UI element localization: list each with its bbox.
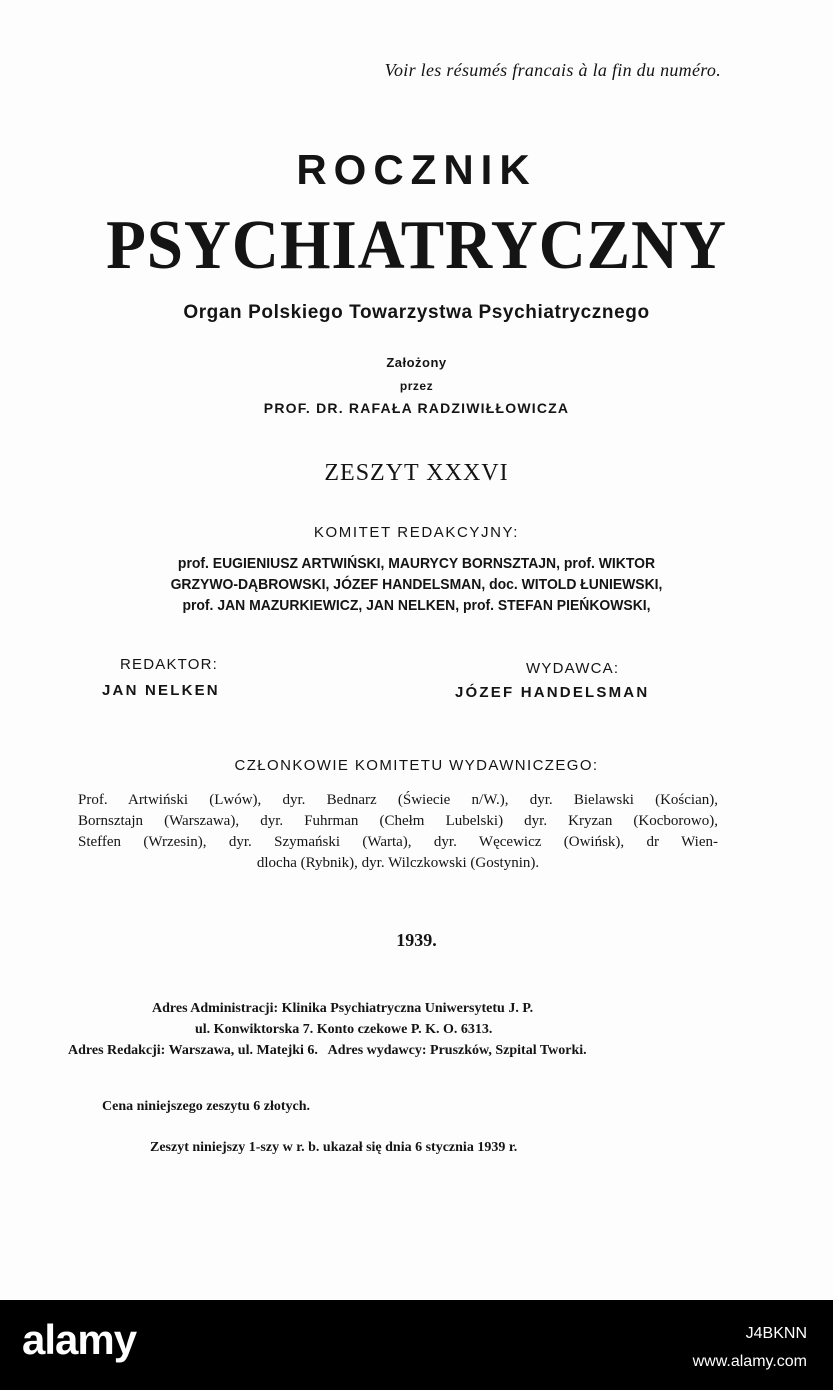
journal-title-line2: PSYCHIATRYCZNY xyxy=(106,207,727,284)
founded-by-label: przez xyxy=(399,379,434,393)
publishing-committee-heading: CZŁONKOWIE KOMITETU WYDAWNICZEGO: xyxy=(234,757,599,774)
street-and-account: ul. Konwiktorska 7. Konto czekowe P. K. O. 6313. xyxy=(195,1022,493,1037)
administration-address: Adres Administracji: Klinika Psychiatryczna Uniwersytetu J. P. xyxy=(152,1001,534,1016)
issue-price: Cena niniejszego zeszytu 6 złotych. xyxy=(102,1099,311,1114)
stock-site: www.alamy.com xyxy=(692,1353,807,1370)
publishing-committee-members xyxy=(78,790,718,874)
alamy-logo: alamy xyxy=(22,1316,137,1363)
publisher-label: WYDAWCA: xyxy=(526,660,620,677)
editor-label: REDAKTOR: xyxy=(120,656,219,673)
committee-line: prof. EUGIENIUSZ ARTWIŃSKI, MAURYCY BORNSZTAJN, prof. WIKTOR xyxy=(177,555,656,572)
issue-number: ZESZYT XXXVI xyxy=(324,460,509,486)
image-id: J4BKNN xyxy=(745,1325,807,1342)
member-line: Steffen (Wrzesin), dyr. Szymański (Warta), dyr. Węcewicz (Owińsk), dr Wien- xyxy=(78,834,718,850)
committee-line: prof. JAN MAZURKIEWICZ, JAN NELKEN, prof. STEFAN PIEŃKOWSKI, xyxy=(182,597,651,614)
issue-release-date: Zeszyt niniejszy 1-szy w r. b. ukazał się dnia 6 stycznia 1939 r. xyxy=(150,1140,518,1155)
member-line: Prof. Artwiński (Lwów), dyr. Bednarz (Świecie n/W.), dyr. Bielawski (Kościan), xyxy=(78,792,718,808)
stock-info xyxy=(693,1320,807,1376)
founder-name: PROF. DR. RAFAŁA RADZIWIŁŁOWICZA xyxy=(263,400,570,416)
journal-title-line1: ROCZNIK xyxy=(296,146,537,193)
editor-name: JAN NELKEN xyxy=(102,682,220,699)
founded-label: Założony xyxy=(386,355,447,370)
member-line: Bornsztajn (Warszawa), dyr. Fuhrman (Chełm Lubelski) dyr. Kryzan (Kocborowo), xyxy=(78,813,718,829)
journal-subtitle: Organ Polskiego Towarzystwa Psychiatrycznego xyxy=(183,302,650,323)
member-line: dlocha (Rybnik), dyr. Wilczkowski (Gostynin). xyxy=(256,855,540,871)
editorial-publisher-address: Adres Redakcji: Warszawa, ul. Matejki 6. Adres wydawcy: Pruszków, Szpital Tworki. xyxy=(68,1043,587,1058)
watermark-bar xyxy=(0,1300,833,1390)
publisher-name: JÓZEF HANDELSMAN xyxy=(455,684,650,701)
publication-year: 1939. xyxy=(396,930,437,950)
editorial-committee-heading: KOMITET REDAKCYJNY: xyxy=(313,524,520,541)
french-summary-note: Voir les résumés francais à la fin du numéro. xyxy=(384,60,721,80)
committee-line: GRZYWO-DĄBROWSKI, JÓZEF HANDELSMAN, doc. WITOLD ŁUNIEWSKI, xyxy=(170,576,663,593)
